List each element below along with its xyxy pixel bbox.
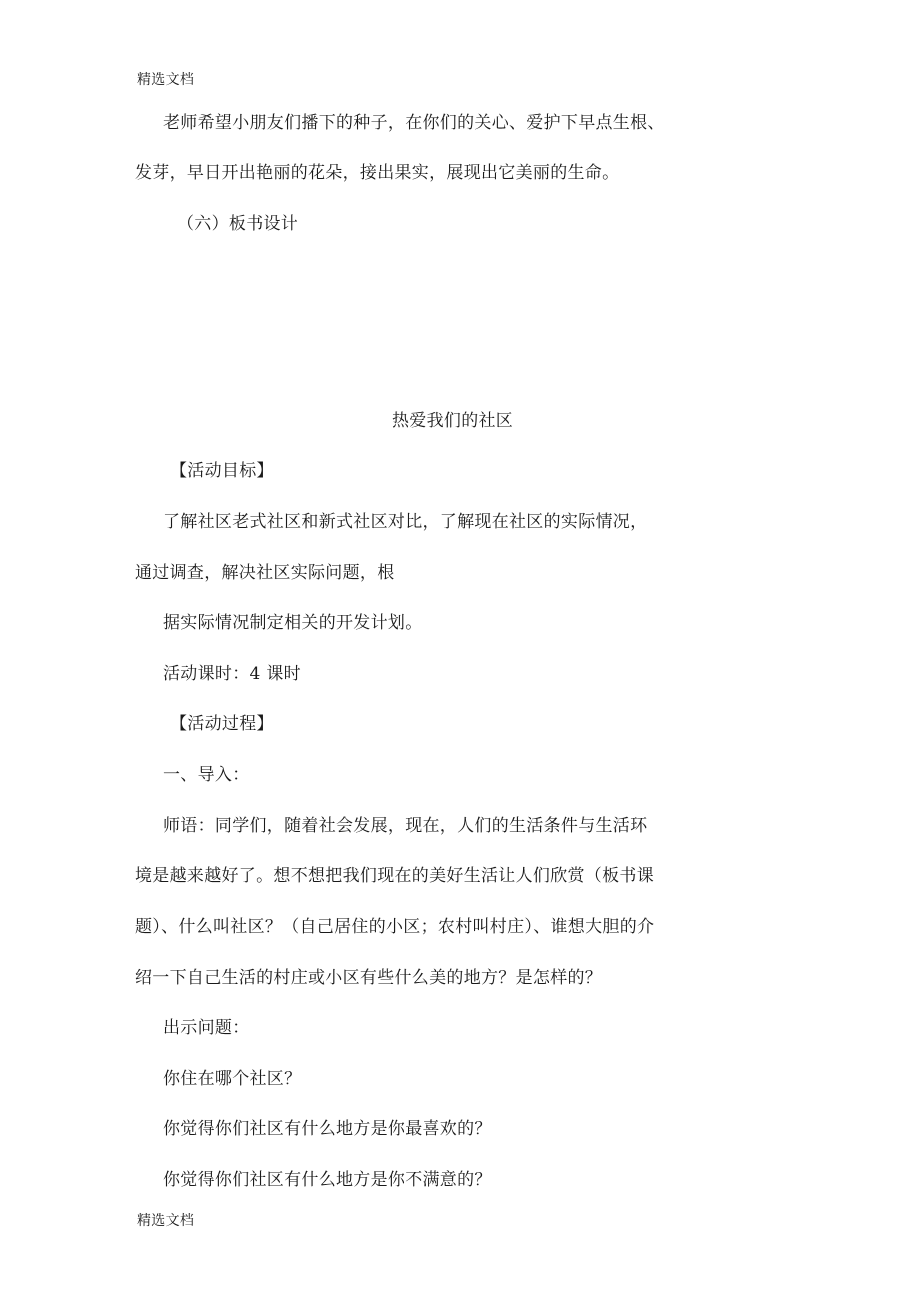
intro-heading: 一、导入： [163,765,250,785]
paragraph-line: 境是越来越好了。想不想把我们现在的美好生活让人们欣赏（板书课 [135,866,654,886]
paragraph-line: 绍一下自己生活的村庄或小区有些什么美的地方？是怎样的？ [135,968,603,988]
questions-heading: 出示问题： [163,1018,250,1038]
paragraph-line: 老师希望小朋友们播下的种子，在你们的关心、爱护下早点生根、 [163,113,665,133]
section-heading: （六）板书设计 [177,214,299,234]
process-heading: 【活动过程】 [170,714,274,734]
paragraph-line: 题）、什么叫社区？（自己居住的小区；农村叫村庄）、谁想大胆的介 [135,917,655,937]
question-item: 你觉得你们社区有什么地方是你不满意的？ [163,1170,492,1190]
paragraph-line: 据实际情况制定相关的开发计划。 [163,613,423,633]
question-item: 你觉得你们社区有什么地方是你最喜欢的？ [163,1119,492,1139]
paragraph-line: 通过调查，解决社区实际问题，根 [135,563,395,583]
goals-heading: 【活动目标】 [170,461,274,481]
paragraph-line: 师语：同学们，随着社会发展，现在，人们的生活条件与生活环 [163,816,648,836]
lesson-hours: 活动课时：4 课时 [163,664,301,684]
page-header: 精选文档 [137,72,195,88]
page-footer: 精选文档 [137,1213,195,1229]
paragraph-line: 了解社区老式社区和新式社区对比，了解现在社区的实际情况， [163,512,648,532]
question-item: 你住在哪个社区？ [163,1069,302,1089]
paragraph-line: 发芽，早日开出艳丽的花朵，接出果实，展现出它美丽的生命。 [135,163,620,183]
lesson-title: 热爱我们的社区 [392,411,514,431]
